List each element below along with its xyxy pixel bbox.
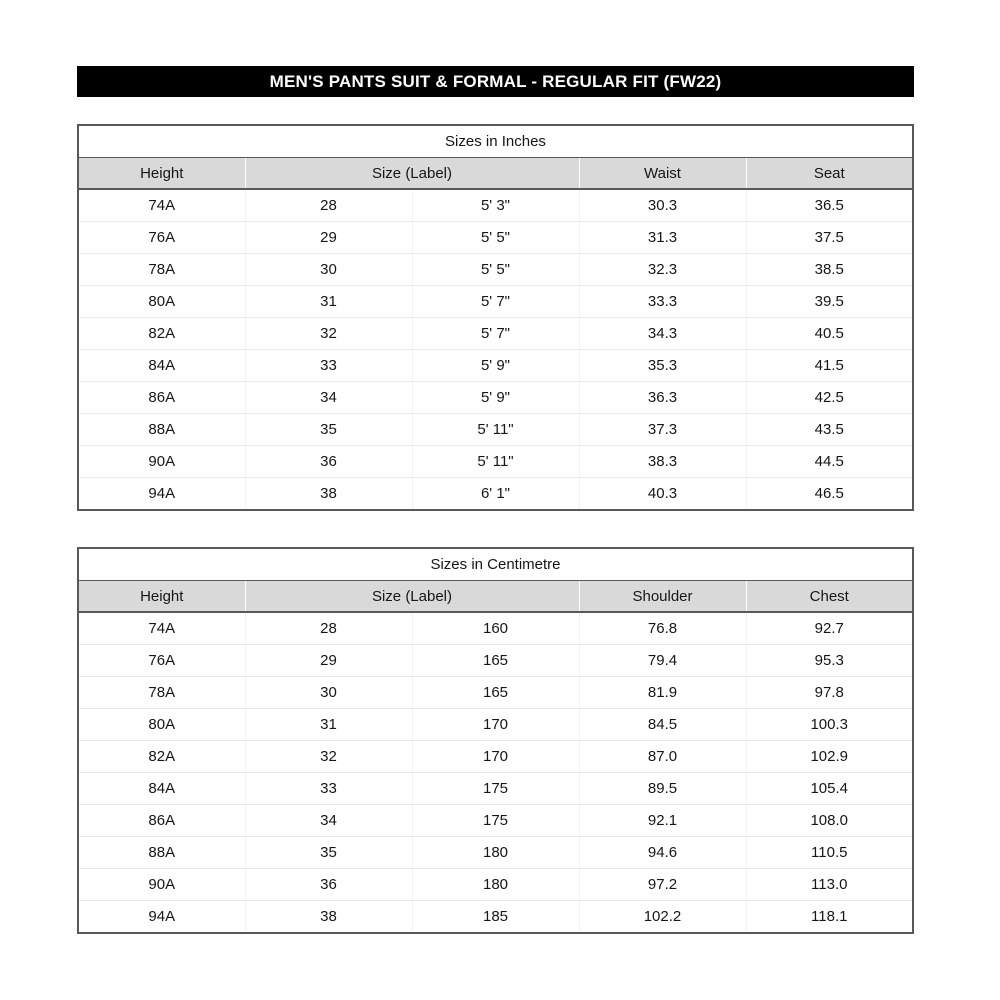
centimetre-table	[77, 547, 914, 934]
centimetre-table-section	[77, 547, 914, 934]
table-cell: 36.5	[746, 189, 913, 222]
table-row	[78, 254, 913, 286]
table-cell: 79.4	[579, 645, 746, 677]
table-cell: 5' 9"	[412, 382, 579, 414]
page-title-bar	[77, 66, 914, 97]
table-cell: 5' 3"	[412, 189, 579, 222]
table-cell: 170	[412, 741, 579, 773]
table-cell: 32	[245, 318, 412, 350]
table-cell: 31.3	[579, 222, 746, 254]
table-cell: 78A	[78, 677, 245, 709]
table-cell: 6' 1"	[412, 478, 579, 511]
table-cell: 180	[412, 837, 579, 869]
table-cell: 89.5	[579, 773, 746, 805]
table-row	[78, 414, 913, 446]
table-row	[78, 805, 913, 837]
column-header-chest: Chest	[746, 581, 913, 613]
column-header-size-label: Size (Label)	[245, 158, 579, 190]
table-row	[78, 869, 913, 901]
table-cell: 84.5	[579, 709, 746, 741]
table-cell: 34	[245, 805, 412, 837]
table-cell: 38	[245, 901, 412, 934]
table-cell: 40.3	[579, 478, 746, 511]
table-cell: 36	[245, 869, 412, 901]
table-cell: 40.5	[746, 318, 913, 350]
table-cell: 92.7	[746, 612, 913, 645]
table-cell: 35	[245, 414, 412, 446]
table-cell: 90A	[78, 869, 245, 901]
inches-table	[77, 124, 914, 511]
table-cell: 33.3	[579, 286, 746, 318]
table-cell: 38.3	[579, 446, 746, 478]
table-cell: 46.5	[746, 478, 913, 511]
table-cell: 97.2	[579, 869, 746, 901]
table-cell: 35.3	[579, 350, 746, 382]
table-cell: 105.4	[746, 773, 913, 805]
inches-table-section	[77, 124, 914, 511]
column-header-waist: Waist	[579, 158, 746, 190]
table-cell: 92.1	[579, 805, 746, 837]
table-cell: 37.3	[579, 414, 746, 446]
table-cell: 31	[245, 709, 412, 741]
table-cell: 86A	[78, 382, 245, 414]
table-cell: 33	[245, 350, 412, 382]
table-cell: 42.5	[746, 382, 913, 414]
table-cell: 44.5	[746, 446, 913, 478]
table-cell: 32	[245, 741, 412, 773]
table-cell: 170	[412, 709, 579, 741]
table-row	[78, 741, 913, 773]
table-row	[78, 350, 913, 382]
table-cell: 80A	[78, 286, 245, 318]
column-header-height: Height	[78, 158, 245, 190]
table-row	[78, 318, 913, 350]
table-row	[78, 222, 913, 254]
table-cell: 30	[245, 677, 412, 709]
table-row	[78, 446, 913, 478]
table-cell: 32.3	[579, 254, 746, 286]
table-cell: 90A	[78, 446, 245, 478]
table-cell: 5' 7"	[412, 318, 579, 350]
table-cell: 100.3	[746, 709, 913, 741]
table-cell: 102.2	[579, 901, 746, 934]
table-cell: 35	[245, 837, 412, 869]
table-cell: 38.5	[746, 254, 913, 286]
table-cell: 175	[412, 773, 579, 805]
inches-table-body	[78, 189, 913, 510]
table-cell: 37.5	[746, 222, 913, 254]
table-header-row	[78, 158, 913, 190]
table-row	[78, 612, 913, 645]
table-cell: 80A	[78, 709, 245, 741]
table-cell: 94.6	[579, 837, 746, 869]
table-cell: 28	[245, 612, 412, 645]
table-cell: 88A	[78, 414, 245, 446]
table-row	[78, 645, 913, 677]
table-cell: 29	[245, 645, 412, 677]
column-header-height: Height	[78, 581, 245, 613]
table-cell: 34	[245, 382, 412, 414]
table-cell: 82A	[78, 741, 245, 773]
table-cell: 82A	[78, 318, 245, 350]
table-cell: 180	[412, 869, 579, 901]
table-cell: 74A	[78, 189, 245, 222]
table-cell: 84A	[78, 773, 245, 805]
table-row	[78, 677, 913, 709]
table-cell: 5' 5"	[412, 222, 579, 254]
table-row	[78, 382, 913, 414]
table-cell: 29	[245, 222, 412, 254]
table-cell: 31	[245, 286, 412, 318]
table-cell: 175	[412, 805, 579, 837]
table-title: Sizes in Centimetre	[78, 548, 913, 581]
table-title-row	[78, 548, 913, 581]
table-title: Sizes in Inches	[78, 125, 913, 158]
table-row	[78, 837, 913, 869]
table-row	[78, 901, 913, 934]
table-cell: 41.5	[746, 350, 913, 382]
column-header-size-label: Size (Label)	[245, 581, 579, 613]
table-cell: 5' 9"	[412, 350, 579, 382]
table-cell: 30	[245, 254, 412, 286]
table-cell: 88A	[78, 837, 245, 869]
table-cell: 185	[412, 901, 579, 934]
table-cell: 110.5	[746, 837, 913, 869]
table-cell: 43.5	[746, 414, 913, 446]
table-cell: 5' 7"	[412, 286, 579, 318]
table-row	[78, 478, 913, 511]
page-title: MEN'S PANTS SUIT & FORMAL - REGULAR FIT (FW22)	[269, 71, 722, 91]
table-row	[78, 189, 913, 222]
table-cell: 86A	[78, 805, 245, 837]
table-cell: 113.0	[746, 869, 913, 901]
table-cell: 5' 11"	[412, 414, 579, 446]
centimetre-table-body	[78, 612, 913, 933]
table-cell: 84A	[78, 350, 245, 382]
column-header-seat: Seat	[746, 158, 913, 190]
table-row	[78, 709, 913, 741]
table-cell: 81.9	[579, 677, 746, 709]
table-cell: 94A	[78, 478, 245, 511]
table-cell: 5' 11"	[412, 446, 579, 478]
table-header-row	[78, 581, 913, 613]
table-cell: 34.3	[579, 318, 746, 350]
table-cell: 165	[412, 677, 579, 709]
table-cell: 28	[245, 189, 412, 222]
table-cell: 87.0	[579, 741, 746, 773]
table-cell: 30.3	[579, 189, 746, 222]
table-row	[78, 773, 913, 805]
table-cell: 102.9	[746, 741, 913, 773]
table-cell: 76A	[78, 222, 245, 254]
table-row	[78, 286, 913, 318]
table-title-row	[78, 125, 913, 158]
table-cell: 97.8	[746, 677, 913, 709]
column-header-shoulder: Shoulder	[579, 581, 746, 613]
table-cell: 39.5	[746, 286, 913, 318]
table-cell: 118.1	[746, 901, 913, 934]
table-cell: 5' 5"	[412, 254, 579, 286]
table-cell: 36.3	[579, 382, 746, 414]
table-cell: 78A	[78, 254, 245, 286]
table-cell: 33	[245, 773, 412, 805]
table-cell: 108.0	[746, 805, 913, 837]
table-cell: 74A	[78, 612, 245, 645]
table-cell: 76A	[78, 645, 245, 677]
table-cell: 95.3	[746, 645, 913, 677]
table-cell: 76.8	[579, 612, 746, 645]
table-cell: 36	[245, 446, 412, 478]
table-cell: 94A	[78, 901, 245, 934]
table-cell: 165	[412, 645, 579, 677]
table-cell: 38	[245, 478, 412, 511]
table-cell: 160	[412, 612, 579, 645]
